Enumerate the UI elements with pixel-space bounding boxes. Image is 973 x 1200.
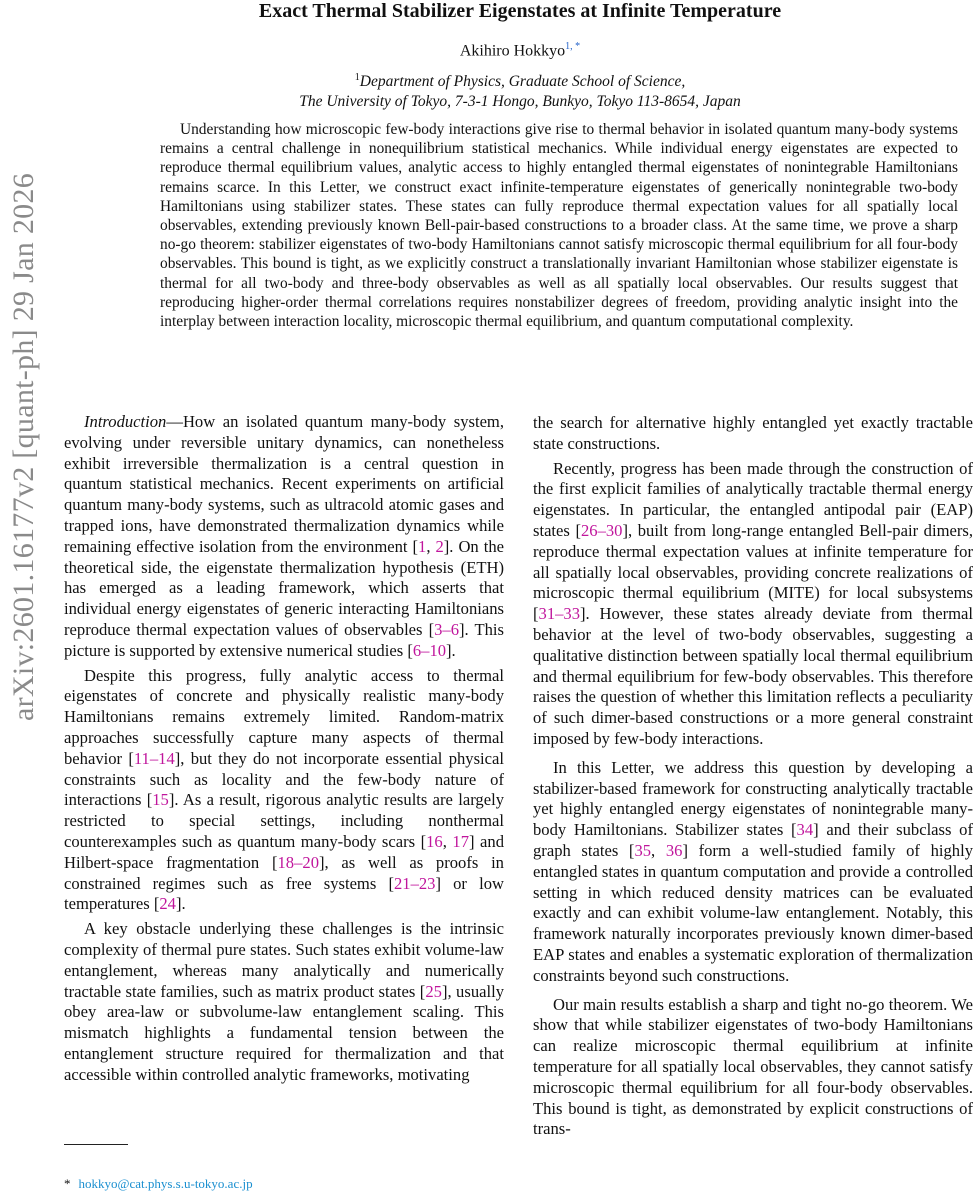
body-text: ]. — [175, 894, 186, 914]
body-text: ] or low temperatures [ — [64, 873, 504, 914]
affiliation-mark: 1 — [354, 72, 360, 83]
paragraph — [533, 995, 973, 1141]
citation-link[interactable]: 2 — [435, 536, 444, 556]
citation-link[interactable]: 15 — [152, 790, 169, 810]
body-text: In this Letter, we address this question by developing a stabilizer-based framework for constructing analytically tractable yet highly entangled energy eigenstates of nonintegrable many-body Hamiltonians. Stabilizer states [ — [533, 757, 973, 840]
citation-link[interactable]: 36 — [665, 840, 683, 860]
body-text: ] and Hilbert-space fragmentation [ — [64, 831, 504, 872]
body-text: ], usually obey area-law or subvolume-law entanglement scaling. This mismatch highlights a fundamental tension between the entanglement structure required for thermalization and that accessible within controlled analytic frameworks, motivating — [64, 981, 504, 1084]
citation-link[interactable]: 25 — [425, 981, 442, 1001]
body-text: Our main results establish a sharp and tight no-go theorem. We show that while stabilizer eigenstates of two-body Hamiltonians can realize microscopic thermal equilibrium at infinite temperature for all spatially local observables, they cannot satisfy microscopic thermal equilibrium for all four-body observables. This bound is tight, as demonstrated by explicit constructions of trans- — [533, 994, 973, 1139]
paragraph — [533, 459, 973, 750]
body-text: , — [651, 840, 666, 860]
paragraph — [64, 919, 504, 1085]
citation-link[interactable]: 16 — [426, 831, 443, 851]
body-text: A key obstacle underlying these challenges is the intrinsic complexity of thermal pure states. Such states exhibit volume-law entanglement, whereas many analytically and numerically tractable state families, such as matrix product states [ — [64, 919, 504, 1001]
paragraph — [533, 758, 973, 987]
citation-link[interactable]: 24 — [159, 894, 176, 914]
body-text: ]. As a result, rigorous analytic results are largely restricted to special settings, including nonthermal counterexamples such as quantum many-body scars [ — [64, 790, 504, 851]
author-line — [80, 41, 960, 60]
citation-link[interactable]: 17 — [452, 831, 469, 851]
citation-link[interactable]: 34 — [796, 820, 814, 840]
body-text: , — [426, 536, 436, 556]
paragraph — [533, 413, 973, 455]
affiliation — [80, 68, 960, 112]
footnote — [64, 1176, 253, 1192]
paragraph — [64, 666, 504, 916]
body-text: ], as well as proofs in constrained regimes such as free systems [ — [64, 852, 504, 893]
body-text: ], but they do not incorporate essential physical constraints such as locality and the few-body nature of interactions [ — [64, 748, 504, 810]
body-text: ]. This picture is supported by extensive numerical studies [ — [64, 619, 504, 660]
body-text: ]. — [446, 640, 456, 660]
left-column — [64, 412, 504, 1086]
body-text: ] form a well-studied family of highly entangled states in quantum computation and provide a controlled setting in which reduced density matrices can be evaluated exactly and can exhibit volume-law entanglement. Notably, this framework naturally incorporates previously known dimer-based EAP states and enables a systematic exploration of thermalization constraints beyond such constructions. — [533, 840, 973, 985]
citation-link[interactable]: 18–20 — [277, 852, 319, 872]
arxiv-stamp — [0, 172, 48, 722]
footnote-rule — [64, 1144, 128, 1145]
paragraph — [64, 412, 504, 662]
body-text: , — [442, 831, 453, 851]
citation-link[interactable]: 31–33 — [538, 604, 581, 624]
body-text: ]. However, these states already deviate from thermal behavior at the level of two-body observables, suggesting a qualitative distinction between spatially local thermal equilibrium and thermal equilibrium for few-body observables. This therefore raises the question of whether this limitation reflects a peculiarity of such dimer-based constructions or a more general constraint imposed by few-body interactions. — [533, 604, 973, 748]
citation-link[interactable]: 26–30 — [580, 520, 623, 540]
body-text: Recently, progress has been made through the construction of the first explicit families of analytically tractable thermal energy eigenstates. In particular, the entangled antipodal pair (EAP) states [ — [533, 458, 973, 540]
author-name: Akihiro Hokkyo — [459, 42, 566, 60]
citation-link[interactable]: 1 — [418, 536, 427, 556]
citation-link[interactable]: 3–6 — [434, 619, 460, 639]
affiliation-line-2: The University of Tokyo, 7-3-1 Hongo, Bunkyo, Tokyo 113-8654, Japan — [299, 93, 741, 111]
citation-link[interactable]: 11–14 — [133, 748, 175, 768]
body-text: the search for alternative highly entangled yet exactly tractable state constructions. — [533, 413, 973, 453]
citation-link[interactable]: 35 — [634, 840, 652, 860]
paper-title: Exact Thermal Stabilizer Eigenstates at Infinite Temperature — [258, 0, 782, 22]
citation-link[interactable]: 21–23 — [393, 873, 436, 893]
citation-link[interactable]: 6–10 — [412, 640, 447, 660]
email-link[interactable]: hokkyo@cat.phys.s.u-tokyo.ac.jp — [78, 1176, 253, 1191]
abstract: Understanding how microscopic few-body interactions give rise to thermal behavior in isolated quantum many-body systems remains a central challenge in nonequilibrium statistical mechanics. While individual energy eigenstates are expected to reproduce thermal equilibrium values, analytic access to highly entangled thermal eigenstates of nonintegrable Hamiltonians remains scarce. In this Letter, we construct exact infinite-temperature eigenstates of generically nonintegrable two-body Hamiltonians using stabilizer states. These states can fully reproduce thermal expectation values for all spatially local observables, extending previously known Bell-pair-based constructions to a broader class. At the same time, we prove a sharp no-go theorem: stabilizer eigenstates of two-body Hamiltonians cannot satisfy microscopic thermal equilibrium for all four-body observables. This bound is tight, as we explicitly construct a translationally invariant Hamiltonian whose stabilizer eigenstate is thermal for all two-body and three-body observables as well as all spatially local observables. Our results suggest that reproducing higher-order thermal correlations requires nonstabilizer degrees of freedom, providing analytic insight into the interplay between interaction locality, microscopic thermal equilibrium, and quantum computational complexity. — [160, 121, 958, 331]
right-column — [533, 413, 973, 1140]
body-text: ] and their subclass of graph states [ — [533, 820, 973, 860]
body-text: Despite this progress, fully analytic access to thermal eigenstates of concrete and physically realistic many-body Hamiltonians remains extremely limited. Random-matrix approaches successfully capture many aspects of thermal behavior [ — [64, 665, 504, 768]
body-text: —How an isolated quantum many-body system, evolving under reversible unitary dynamics, can nonetheless exhibit irreversible thermalization is a central question in quantum statistical mechanics. Recent experiments on artificial quantum many-body systems, such as ultracold atomic gases and trapped ions, have demonstrated thermalization dynamics while remaining effective isolation from the environment [ — [64, 412, 504, 556]
body-text: ]. On the theoretical side, the eigenstate thermalization hypothesis (ETH) has emerged as a leading framework, which asserts that individual energy eigenstates of generic interacting Hamiltonians reproduce thermal expectation values of observables [ — [64, 536, 504, 639]
body-text: ], built from long-range entangled Bell-pair dimers, reproduce thermal expectation values at infinite temperature for all spatially local observables, providing concrete realizations of microscopic thermal equilibrium (MITE) for local subsystems [ — [533, 520, 973, 624]
footnote-mark: * — [64, 1176, 71, 1191]
affiliation-line-1: Department of Physics, Graduate School of Science, — [359, 73, 686, 91]
section-heading: Introduction — [84, 412, 167, 431]
author-marks[interactable]: 1, * — [565, 41, 581, 52]
arxiv-identifier: arXiv:2601.16177v2 [quant-ph] 29 Jan 2026 — [7, 172, 40, 722]
